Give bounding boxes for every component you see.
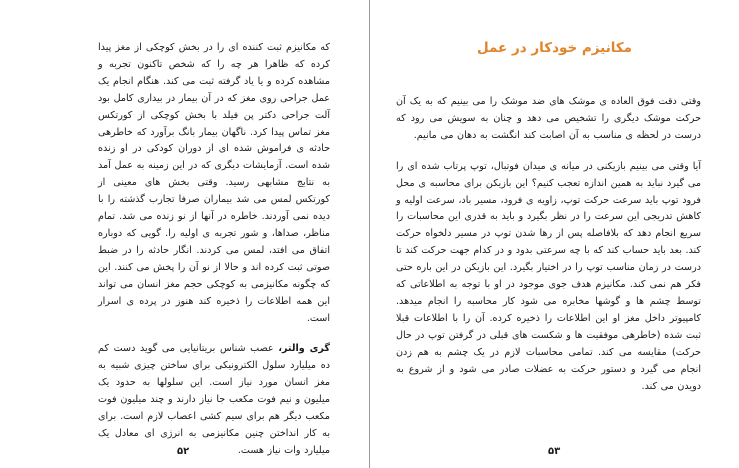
person-name: گری والتر، bbox=[278, 343, 330, 355]
right-paragraph-1: وقتی دقت فوق العاده ی موشک های ضد موشک را می بینیم که به یک آن حرکت موشک دیگری را تشخیص می دهد و چنان به سویش می رود که درست در لحظه ی مناسب به آن اصابت کند انگشت به دهان می مانیم. bbox=[396, 96, 701, 141]
chapter-title: مکانیزم خودکار در عمل bbox=[476, 40, 633, 56]
right-page-number: ۵۳ bbox=[548, 446, 561, 457]
right-page-body bbox=[396, 94, 701, 395]
left-page bbox=[0, 0, 369, 468]
left-paragraph-2 bbox=[98, 341, 330, 459]
right-page bbox=[370, 0, 739, 468]
left-page-body bbox=[98, 40, 330, 460]
right-paragraph-2: آیا وقتی می بینیم بازیکنی در میانه ی میدان فوتبال، توپ پرتاب شده ای را می گیرد نباید به همین اندازه تعجب کنیم؟ این بازیکن برای محاسبه ی محل فرود توپ باید سرعت حرکت توپ، زاویه ی فرود، مسیر باد، سرعت اولیه و کاهش تدریجی این سرعت را در نظر بگیرد و باید به قدری این محاسبات را سریع انجام دهد که بلافاصله پس از رها شدن توپ در مسیر دلخواه حرکت کند. بعد باید حساب کند که با چه سرعتی بدود و در کدام جهت حرکت کند تا درست در زمان مناسب توپ را در اختیار بگیرد. این بازیکن در این باره حتی فکر هم نمی کند. مکانیزم هدف جوی موجود در او با توجه به اطلاعاتی که توسط چشم ها و گوشها مخابره می شود کار محاسبه را انجام میدهد. کامپیوتر داخل مغز او این اطلاعات را ذخیره کرده. آن را با اطلاعات قبلا ثبت شده (خاطرهی موفقیت ها و شکست های قبلی در گرفتن توپ در حال حرکت) مقایسه می کند. تمامی محاسبات لازم در یک چشم به هم زدن انجام می گیرد و دستور حرکت به عضلات صادر می شود و از شروع به دویدن می کند. bbox=[396, 160, 701, 392]
left-paragraph-2-text: عصب شناس بریتانیایی می گوید دست کم ده میلیارد سلول الکترونیکی برای ساختن چیزی شبیه به مغز انسان مورد نیاز است. این سلولها به حدود یک میلیون و نیم فوت مکعب جا نیاز دارند و چند میلیون فوت مکعب دیگر هم برای سیم کشی اعصاب لازم است. برای به کار انداختن چنین مکانیزمی به انرژی ای معادل یک میلیارد وات نیاز هست. bbox=[98, 343, 330, 456]
left-paragraph-1: که مکانیزم ثبت کننده ای را در بخش کوچکی از مغز پیدا کرده که ظاهرا هر چه را که شخص تاکنون تجربه و مشاهده کرده و یا یاد گرفته ثبت می کند. هنگام انجام یک عمل جراحی روی مغز که در آن بیمار در بیداری کامل بود آلت جراحی دکتر پن فیلد با بخش کوچکی از کورتکس مغز تماس پیدا کرد. ناگهان بیمار بانگ برآورد که خاطرهی حادثه ی فراموش شده ای از دوران کودکی در او زنده شده است. آزمایشات دیگری که در این زمینه به عمل آمد به نتایج مشابهی رسید. وقتی بخش های معینی از کورتکس لمس می شد بیماران صرفا تجارب گذشته را با دیده نمی آوردند. خاطره در آنها از نو زنده می شد. تمام مناظر، صداها، و شور تجربه ی اولیه را. گویی که دوباره اتفاق می افتد، لمس می کردند. انگار حادثه را در ضبط صوتی ثبت کرده اند و حالا از نو آن را پخش می کنند. این که چگونه مکانیزمی به کوچکی حجم مغز انسان می تواند این همه اطلاعات را ذخیره کند هنوز در پرده ی اسرار است. bbox=[98, 42, 330, 324]
left-page-number: ۵۲ bbox=[177, 446, 190, 457]
